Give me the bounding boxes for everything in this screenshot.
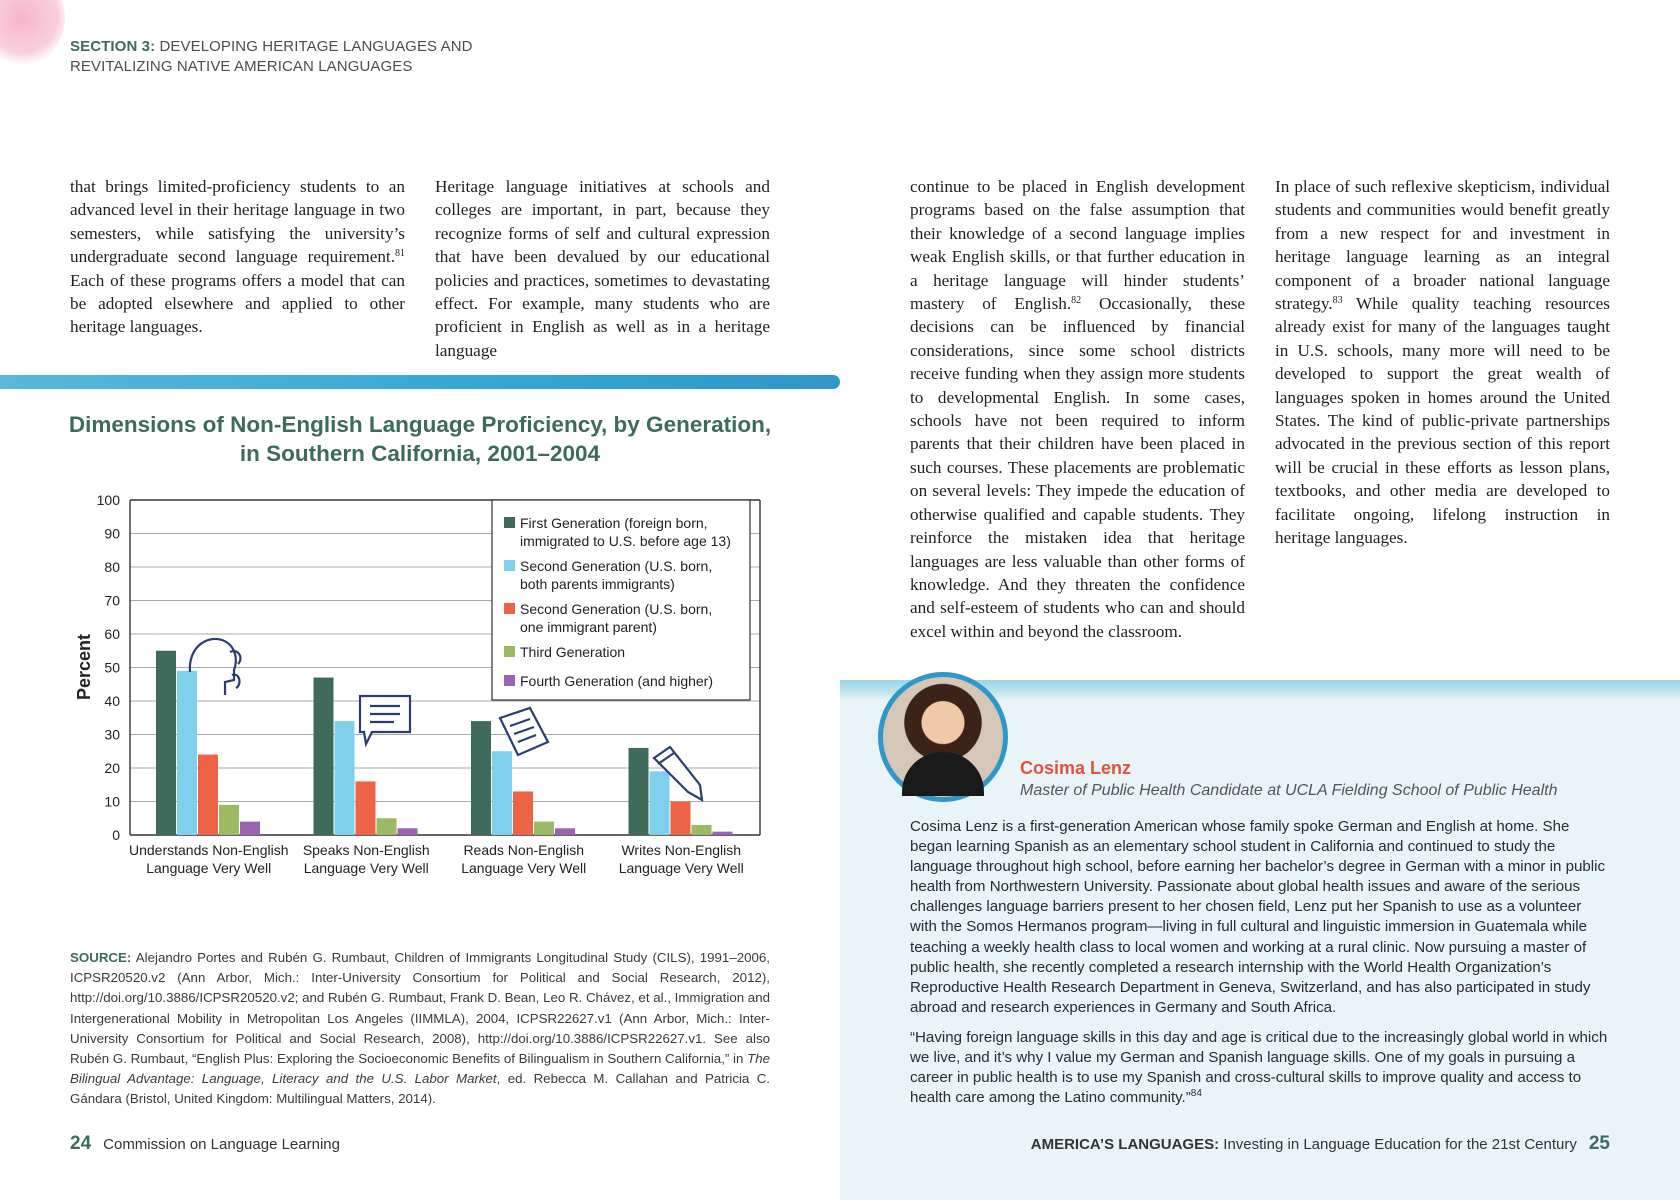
legend-label: Fourth Generation (and higher) (520, 673, 713, 689)
x-tick-label: Language Very Well (618, 860, 744, 876)
profile-name: Cosima Lenz (1020, 758, 1132, 778)
x-tick-label: Understands Non-English (128, 842, 289, 858)
y-tick-label: 80 (104, 559, 120, 575)
legend-label: Third Generation (520, 644, 626, 660)
bar (492, 751, 512, 835)
y-tick-label: 30 (104, 726, 120, 743)
legend-swatch (504, 517, 515, 528)
legend-label: immigrated to U.S. before age 13) (520, 533, 731, 549)
watercolor-stripe (0, 375, 840, 389)
x-tick-label: Language Very Well (303, 860, 429, 876)
bar (356, 781, 376, 835)
bar (156, 651, 176, 835)
bar (177, 671, 197, 835)
bar (198, 755, 218, 835)
source-note: SOURCE: Alejandro Portes and Rubén G. Rumbaut, Children of Immigrants Longitudinal Study (CILS), 1991–2006, ICPSR20520.v2 (Ann Arbor, Mich.: Inter-University Consortium for Political and Social Research, 2012), http://doi.org/10.3886/ICPSR20520.v2; and Rubén G. Rumbaut, Frank D. Bean, Leo R. Chávez, et al., Immigration and Intergenerational Mobility in Metropolitan Los Angeles (IIMMLA), 2004, ICPSR22627.v1 (Ann Arbor, Mich.: Inter-University Consortium for Political and Social Research, 2008), http://doi.org/10.3886/ICPSR22627.v1. See also Rubén G. Rumbaut, “English Plus: Exploring the Socioeconomic Benefits of Bilingualism in Southern California,” in The Bilingual Advantage: Language, Literacy and the U.S. Labor Market, ed. Rebecca M. Callahan and Patricia C. Gándara (Bristol, United Kingdom: Multilingual Matters, 2014). (70, 950, 770, 1107)
legend-label: both parents immigrants) (520, 576, 675, 592)
footer-left: 24 Commission on Language Learning (70, 1133, 340, 1154)
body-column-1: that brings limited-proficiency students to an advanced level in their heritage language in two semesters, while satisfying the university’s undergraduate second language requirement.$^{81}$ Each of these programs offers a model that can be adopted elsewhere and applied to other heritage languages. (70, 177, 405, 337)
y-tick-label: 100 (96, 492, 120, 508)
y-axis-ticks (97, 492, 121, 843)
bar (398, 828, 418, 835)
watercolor-blob (0, 0, 65, 65)
x-tick-label: Reads Non-English (463, 842, 585, 858)
bar (377, 818, 397, 835)
ear-head-icon (190, 639, 241, 695)
y-tick-label: 50 (104, 659, 120, 676)
y-tick-label: 90 (104, 525, 120, 542)
profile-bio: Cosima Lenz is a first-generation American whose family spoke German and English at home. She began learning Spanish as an elementary school student in California and continued to study the language throughout high school, before earning her bachelor’s degree in German with a minor in public health from Northwestern University. Passionate about global health issues and aware of the serious challenges language barriers present to her chosen field, Lenz put her Spanish to use as a volunteer with the Somos Hermanos program—living in full cultural and linguistic immersion in Guatemala while teaching a weekly health class to local women and working at a rural clinic. Now pursuing a master of public health, she recently completed a research internship with the World Health Organization’s Reproductive Health Research Department in Geneva, Switzerland, and has also participated in study abroad and research experiences in Germany and South Africa. (910, 818, 1606, 1016)
body-column-3: continue to be placed in English development programs based on the false assumption that their knowledge of a second language implies weak English skills, or that further education in a heritage language will hinder students’ mastery of English.$^{82}$ Occasionally, these decisions can be influenced by financial considerations, since some school districts receive funding when they assign more students to developmental English. In some cases, schools have not been required to inform parents that their children have been placed in such courses. These placements are problematic on several levels: They impede the education of otherwise qualified and capable students. They reinforce the mistaken idea that heritage languages are less valuable than other forms of knowledge. And they threaten the confidence and self-esteem of students who can and should excel within and beyond the classroom. (910, 177, 1246, 641)
profile-quote: “Having foreign language skills in this day and age is critical due to the increasingly global world in which we live, and it’s why I value my German and Spanish language skills. One of my goals in pursuing a career in public health is to use my Spanish and cross-cultural skills to improve quality and access to health care among the Latino community.”$^{84}$ (910, 1029, 1608, 1107)
bar (671, 802, 691, 836)
chart-title: Dimensions of Non-English Language Proficiency, by Generation, in Southern California, 2001–2004 (68, 412, 772, 466)
bar (629, 748, 649, 835)
footer-right: AMERICA’S LANGUAGES: Investing in Language Education for the 21st Century 25 (1030, 1133, 1610, 1154)
x-tick-label: Language Very Well (461, 860, 587, 876)
section-header: SECTION 3: DEVELOPING HERITAGE LANGUAGES AND REVITALIZING NATIVE AMERICAN LANGUAGES (70, 38, 473, 75)
body-column-2: Heritage language initiatives at schools and colleges are important, in part, because they recognize forms of self and cultural expression that have been devalued by our educational policies and practices, sometimes to devastating effect. For example, many students who are proficient in English as well as in a heritage language (435, 177, 770, 360)
y-tick-label: 0 (112, 827, 120, 843)
bar (335, 721, 355, 835)
bar (713, 832, 733, 835)
bar (314, 678, 334, 835)
y-axis-label: Percent (74, 633, 94, 701)
speech-bubble-icon (360, 696, 410, 744)
legend-swatch (504, 560, 515, 571)
chart-legend (492, 500, 750, 700)
y-tick-label: 20 (104, 760, 120, 776)
y-tick-label: 70 (104, 592, 120, 609)
y-tick-label: 60 (104, 626, 120, 642)
bar (240, 822, 260, 835)
bar (513, 791, 533, 835)
x-axis-labels (129, 842, 744, 876)
x-tick-label: Language Very Well (146, 860, 272, 876)
bar (471, 721, 491, 835)
bar-chart (60, 480, 780, 920)
profile-role: Master of Public Health Candidate at UCLA Fielding School of Public Health (1020, 782, 1558, 799)
bar (692, 825, 712, 835)
x-tick-label: Speaks Non-English (302, 842, 430, 858)
x-tick-label: Writes Non-English (621, 842, 742, 858)
bar (555, 828, 575, 835)
bar (534, 822, 554, 835)
bar (219, 805, 239, 835)
document-icon (500, 708, 548, 755)
legend-label: First Generation (foreign born, (520, 515, 708, 531)
y-tick-label: 10 (104, 793, 120, 810)
legend-swatch (504, 603, 515, 614)
y-tick-label: 40 (104, 693, 120, 709)
legend-swatch (504, 646, 515, 657)
legend-label: Second Generation (U.S. born, (520, 558, 713, 574)
bar (650, 771, 670, 835)
legend-swatch (504, 675, 515, 686)
legend-label: one immigrant parent) (520, 619, 657, 635)
legend-label: Second Generation (U.S. born, (520, 601, 713, 617)
body-column-4: In place of such reflexive skepticism, individual students and communities would benefit greatly from a new respect for and investment in heritage language learning as an integral component of a broader national language strategy.$^{83}$ While quality teaching resources already exist for many of the languages taught in U.S. schools, many more will need to be developed to support the great wealth of languages spoken in homes around the United States. The kind of public-private partnerships advocated in the previous section of this report will be crucial in these efforts as lesson plans, textbooks, and other media are developed to facilitate ongoing, lifelong instruction in heritage languages. (1275, 177, 1610, 548)
